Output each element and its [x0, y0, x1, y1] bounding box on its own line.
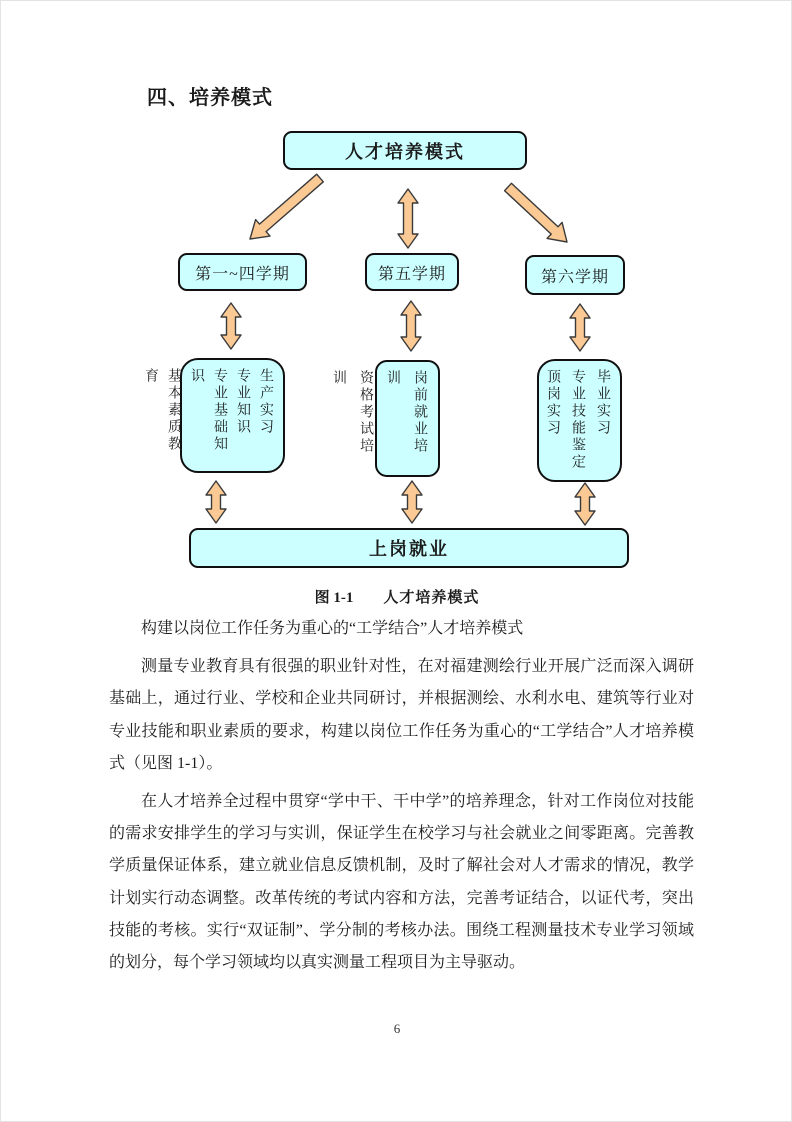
vertical-text-column: 生产实习: [258, 368, 273, 436]
figure-caption-title: 人才培养模式: [383, 590, 480, 606]
figure-caption-label: 图 1-1: [314, 590, 354, 606]
box-employment: 上岗就业: [189, 528, 629, 568]
arrow-top-to-sem3-icon: [505, 183, 567, 242]
box-semester-6: 第六学期: [525, 255, 625, 295]
box-stage3-content: [537, 359, 622, 482]
section-heading: 四、培养模式: [147, 87, 273, 109]
box-semester-1-4: 第一~四学期: [178, 253, 307, 291]
box-stage2-content: [331, 360, 440, 477]
paragraph-3: 在人才培养全过程中贯穿“学中干、干中学”的培养理念，针对工作岗位对技能的需求安排学生的学习与实训，保证学生在校学习与社会就业之间零距离。完善教学质量保证体系，建立就业信息反馈机制，及时了解社会对人才需求的情况，教学计划实行动态调整。改革传统的考试内容和方法，完善考证结合，以证代考，突出技能的考核。实行“双证制”、学分制的考核办法。围绕工程测量技术专业学习领域的划分，每个学习领域均以真实测量工程项目为主导驱动。: [109, 793, 694, 972]
box-talent-training-model: 人才培养模式: [283, 131, 527, 170]
double-arrow-top-sem2-icon: [398, 189, 418, 248]
body-text: [109, 613, 694, 985]
vertical-text-column: 资格考试培训: [331, 370, 373, 455]
box-semester-5: 第五学期: [365, 253, 459, 291]
figure-caption: [1, 586, 792, 607]
vertical-text-column: 岗前就业培训: [385, 370, 427, 455]
vertical-text-column: 基本素质教育: [143, 368, 181, 453]
paragraph-2: 测量专业教育具有很强的职业针对性，在对福建测绘行业开展广泛而深入调研基础上，通过行业、学校和企业共同研讨，并根据测绘、水利水电、建筑等行业对专业技能和职业素质的要求，构建以岗位工作任务为重心的“工学结合”人才培养模式（见图 1-1）。: [109, 658, 694, 772]
vertical-text-column: 专业技能鉴定: [570, 369, 585, 471]
vertical-text-column: 顶岗实习: [545, 369, 560, 437]
double-arrow-content2-employment-icon: [402, 481, 422, 523]
double-arrow-sem1-content1-icon: [221, 303, 241, 349]
vertical-text-column: 专业知识: [235, 368, 250, 436]
vertical-text-column: 专业基础知识: [189, 368, 227, 453]
vertical-text-column: 毕业实习: [595, 369, 610, 437]
box-stage1-content: [143, 358, 285, 473]
arrow-top-to-sem1-icon: [250, 174, 323, 239]
double-arrow-sem3-content3-icon: [570, 304, 590, 351]
paragraph-1: 构建以岗位工作任务为重心的“工学结合”人才培养模式: [141, 620, 524, 637]
double-arrow-content1-employment-icon: [206, 481, 226, 523]
page-number: 6: [393, 1021, 401, 1036]
double-arrow-content3-employment-icon: [575, 483, 595, 525]
double-arrow-sem2-content2-icon: [401, 301, 421, 351]
